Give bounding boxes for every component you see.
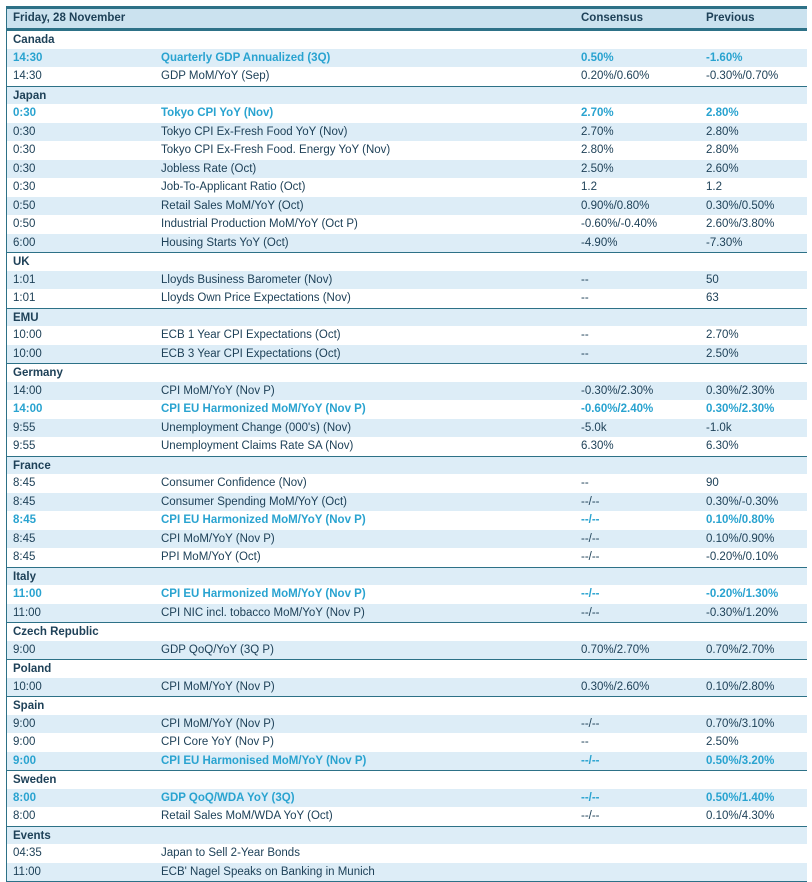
previous-value: 0.50%/1.40% [706, 791, 775, 804]
consensus-value: -0.30%/2.30% [581, 384, 654, 397]
event-time: 8:45 [13, 551, 36, 563]
consensus-value: 0.30%/2.60% [581, 680, 650, 693]
event-name: PPI MoM/YoY (Oct) [161, 551, 261, 563]
section-name: Germany [13, 367, 63, 379]
event-time: 8:45 [13, 495, 36, 508]
event-row [7, 345, 807, 364]
event-time: 1:01 [13, 292, 36, 304]
consensus-value: --/-- [581, 551, 600, 563]
consensus-value: -- [581, 292, 589, 304]
event-row [7, 474, 807, 493]
event-time: 14:00 [13, 403, 43, 415]
previous-value: 2.80% [706, 125, 739, 138]
event-time: 11:00 [13, 588, 42, 600]
consensus-value: --/-- [581, 588, 600, 600]
event-name: Retail Sales MoM/YoY (Oct) [161, 199, 304, 212]
event-name: Japan to Sell 2-Year Bonds [161, 847, 300, 859]
event-row [7, 289, 807, 308]
consensus-value: -4.90% [581, 236, 618, 249]
event-time: 11:00 [13, 865, 41, 878]
event-name: ECB 3 Year CPI Expectations (Oct) [161, 347, 341, 360]
previous-value [706, 844, 807, 863]
event-time: 0:30 [13, 107, 37, 119]
previous-value: -0.20%/1.30% [706, 588, 779, 600]
consensus-value [581, 863, 706, 882]
event-time: 10:00 [13, 347, 42, 360]
previous-value: 50 [706, 273, 719, 286]
previous-value: 2.50% [706, 347, 739, 360]
previous-value: 0.10%/0.90% [706, 532, 775, 545]
previous-value: 2.70% [706, 329, 739, 341]
event-time: 9:00 [13, 736, 36, 748]
section-name: UK [13, 256, 30, 268]
event-row [7, 678, 807, 697]
event-time: 14:30 [13, 70, 42, 82]
event-name: Consumer Confidence (Nov) [161, 477, 307, 489]
section-header-row [7, 30, 807, 49]
event-name: Unemployment Claims Rate SA (Nov) [161, 440, 354, 452]
section-name: France [13, 459, 51, 472]
event-time: 9:00 [13, 754, 37, 767]
consensus-value: --/-- [581, 754, 600, 767]
section-header-row [7, 659, 807, 678]
event-time: 0:30 [13, 162, 36, 175]
event-row [7, 178, 807, 197]
event-row [7, 752, 807, 771]
previous-value: 2.80% [706, 144, 739, 156]
event-row [7, 326, 807, 345]
event-time: 10:00 [13, 680, 42, 693]
section-header-row [7, 826, 807, 845]
calendar-header-row [7, 9, 807, 30]
event-name: CPI Core YoY (Nov P) [161, 736, 274, 748]
section-header-row [7, 308, 807, 327]
event-name: CPI EU Harmonised MoM/YoY (Nov P) [161, 754, 367, 767]
event-time: 04:35 [13, 847, 42, 859]
section-name: Czech Republic [13, 626, 99, 638]
consensus-column-header: Consensus [581, 12, 643, 24]
event-row [7, 863, 807, 882]
section-name: Canada [13, 34, 55, 46]
calendar-body [7, 30, 807, 881]
event-time: 8:45 [13, 532, 36, 545]
event-time: 8:45 [13, 477, 36, 489]
event-row [7, 511, 807, 530]
event-time: 8:45 [13, 514, 37, 526]
event-name: CPI NIC incl. tobacco MoM/YoY (Nov P) [161, 606, 365, 619]
event-row [7, 641, 807, 660]
consensus-value: --/-- [581, 717, 600, 730]
previous-value [706, 863, 807, 882]
event-name: CPI MoM/YoY (Nov P) [161, 532, 275, 545]
event-time: 14:00 [13, 384, 42, 397]
event-name: GDP QoQ/YoY (3Q P) [161, 643, 274, 656]
event-name: Retail Sales MoM/WDA YoY (Oct) [161, 810, 333, 822]
event-name: ECB' Nagel Speaks on Banking in Munich [161, 865, 375, 878]
section-header-row [7, 622, 807, 641]
event-name: CPI EU Harmonized MoM/YoY (Nov P) [161, 588, 366, 600]
consensus-value: --/-- [581, 532, 600, 545]
section-name: Japan [13, 89, 47, 102]
event-time: 0:30 [13, 144, 36, 156]
previous-value: 0.10%/4.30% [706, 810, 775, 822]
event-name: Lloyds Business Barometer (Nov) [161, 273, 333, 286]
previous-value: -1.60% [706, 51, 743, 64]
consensus-value: --/-- [581, 791, 600, 804]
event-name: Tokyo CPI YoY (Nov) [161, 107, 274, 119]
event-row [7, 271, 807, 290]
section-header-row [7, 696, 807, 715]
event-name: Job-To-Applicant Ratio (Oct) [161, 181, 306, 193]
consensus-value: --/-- [581, 514, 600, 526]
event-time: 0:50 [13, 218, 36, 230]
consensus-value: 0.50% [581, 51, 614, 64]
event-name: GDP QoQ/WDA YoY (3Q) [161, 791, 295, 804]
previous-value: 0.30%/-0.30% [706, 495, 779, 508]
previous-value: 2.60% [706, 162, 739, 175]
event-name: ECB 1 Year CPI Expectations (Oct) [161, 329, 341, 341]
event-name: Consumer Spending MoM/YoY (Oct) [161, 495, 348, 508]
event-row [7, 807, 807, 826]
consensus-value: 0.90%/0.80% [581, 199, 650, 212]
section-name: Events [13, 829, 51, 842]
event-row [7, 123, 807, 142]
event-name: Unemployment Change (000's) (Nov) [161, 421, 352, 434]
event-time: 6:00 [13, 236, 36, 249]
event-row [7, 733, 807, 752]
event-name: CPI EU Harmonized MoM/YoY (Nov P) [161, 403, 366, 415]
section-header-row [7, 252, 807, 271]
event-row [7, 382, 807, 401]
previous-value: 0.30%/2.30% [706, 384, 775, 397]
event-row [7, 530, 807, 549]
event-time: 0:30 [13, 125, 36, 138]
consensus-value: 2.70% [581, 125, 614, 138]
previous-value: 2.60%/3.80% [706, 218, 775, 230]
event-time: 9:55 [13, 421, 36, 434]
consensus-value: --/-- [581, 810, 600, 822]
previous-value: 2.50% [706, 736, 739, 748]
event-name: Tokyo CPI Ex-Fresh Food YoY (Nov) [161, 125, 348, 138]
consensus-value [581, 844, 706, 863]
previous-value: -0.30%/0.70% [706, 70, 779, 82]
previous-value: -7.30% [706, 236, 743, 249]
consensus-value: -0.60%/2.40% [581, 403, 654, 415]
previous-value: -1.0k [706, 421, 732, 434]
consensus-value: 6.30% [581, 440, 614, 452]
previous-value: 90 [706, 477, 719, 489]
event-name: Housing Starts YoY (Oct) [161, 236, 289, 249]
event-row [7, 160, 807, 179]
event-row [7, 604, 807, 623]
previous-value: 0.70%/2.70% [706, 643, 775, 656]
previous-value: 0.30%/0.50% [706, 199, 775, 212]
event-time: 0:30 [13, 181, 36, 193]
consensus-value: -- [581, 329, 589, 341]
consensus-value: --/-- [581, 606, 600, 619]
consensus-value: --/-- [581, 495, 600, 508]
event-row [7, 141, 807, 160]
section-name: Sweden [13, 774, 57, 786]
event-row [7, 67, 807, 86]
section-header-row [7, 456, 807, 475]
event-name: Quarterly GDP Annualized (3Q) [161, 51, 331, 64]
section-name: Italy [13, 570, 37, 583]
event-name: CPI EU Harmonized MoM/YoY (Nov P) [161, 514, 366, 526]
event-time: 9:55 [13, 440, 36, 452]
section-name: Spain [13, 700, 45, 712]
previous-value: 6.30% [706, 440, 739, 452]
consensus-value: 1.2 [581, 181, 597, 193]
previous-column-header: Previous [706, 12, 755, 24]
consensus-value: -- [581, 347, 589, 360]
event-time: 8:00 [13, 810, 36, 822]
event-row [7, 493, 807, 512]
previous-value: 63 [706, 292, 719, 304]
consensus-value: -5.0k [581, 421, 607, 434]
event-row [7, 437, 807, 456]
event-time: 1:01 [13, 273, 36, 286]
economic-calendar-table [6, 6, 807, 882]
event-name: CPI MoM/YoY (Nov P) [161, 384, 275, 397]
event-row [7, 234, 807, 253]
consensus-value: -- [581, 477, 589, 489]
previous-value: 0.10%/0.80% [706, 514, 775, 526]
consensus-value: -- [581, 273, 589, 286]
event-name: CPI MoM/YoY (Nov P) [161, 717, 275, 730]
previous-value: 0.70%/3.10% [706, 717, 775, 730]
event-name: Industrial Production MoM/YoY (Oct P) [161, 218, 358, 230]
event-time: 9:00 [13, 643, 36, 656]
previous-value: 0.10%/2.80% [706, 680, 775, 693]
event-row [7, 789, 807, 808]
event-name: CPI MoM/YoY (Nov P) [161, 680, 275, 693]
event-row [7, 844, 807, 863]
event-name: Jobless Rate (Oct) [161, 162, 257, 175]
section-header-row [7, 363, 807, 382]
event-row [7, 49, 807, 68]
previous-value: 2.80% [706, 107, 739, 119]
consensus-value: -0.60%/-0.40% [581, 218, 658, 230]
event-time: 9:00 [13, 717, 36, 730]
event-row [7, 419, 807, 438]
event-name: Lloyds Own Price Expectations (Nov) [161, 292, 351, 304]
event-row [7, 400, 807, 419]
section-name: Poland [13, 663, 52, 675]
section-header-row [7, 86, 807, 105]
event-row [7, 215, 807, 234]
consensus-value: 2.50% [581, 162, 614, 175]
previous-value: 0.50%/3.20% [706, 754, 775, 767]
event-row [7, 104, 807, 123]
event-row [7, 548, 807, 567]
section-header-row [7, 770, 807, 789]
event-name: GDP MoM/YoY (Sep) [161, 70, 270, 82]
consensus-value: 0.70%/2.70% [581, 643, 650, 656]
consensus-value: 0.20%/0.60% [581, 70, 650, 82]
consensus-value: 2.70% [581, 107, 614, 119]
previous-value: 0.30%/2.30% [706, 403, 775, 415]
consensus-value: -- [581, 736, 589, 748]
event-time: 8:00 [13, 791, 37, 804]
section-header-row [7, 567, 807, 586]
previous-value: -0.30%/1.20% [706, 606, 779, 619]
section-name: EMU [13, 311, 39, 324]
previous-value: -0.20%/0.10% [706, 551, 779, 563]
event-row [7, 715, 807, 734]
event-time: 11:00 [13, 606, 41, 619]
calendar-date-label: Friday, 28 November [13, 12, 126, 24]
event-time: 0:50 [13, 199, 36, 212]
event-time: 14:30 [13, 51, 43, 64]
event-name: Tokyo CPI Ex-Fresh Food. Energy YoY (Nov) [161, 144, 391, 156]
event-row [7, 197, 807, 216]
consensus-value: 2.80% [581, 144, 614, 156]
previous-value: 1.2 [706, 181, 722, 193]
event-time: 10:00 [13, 329, 42, 341]
event-row [7, 585, 807, 604]
